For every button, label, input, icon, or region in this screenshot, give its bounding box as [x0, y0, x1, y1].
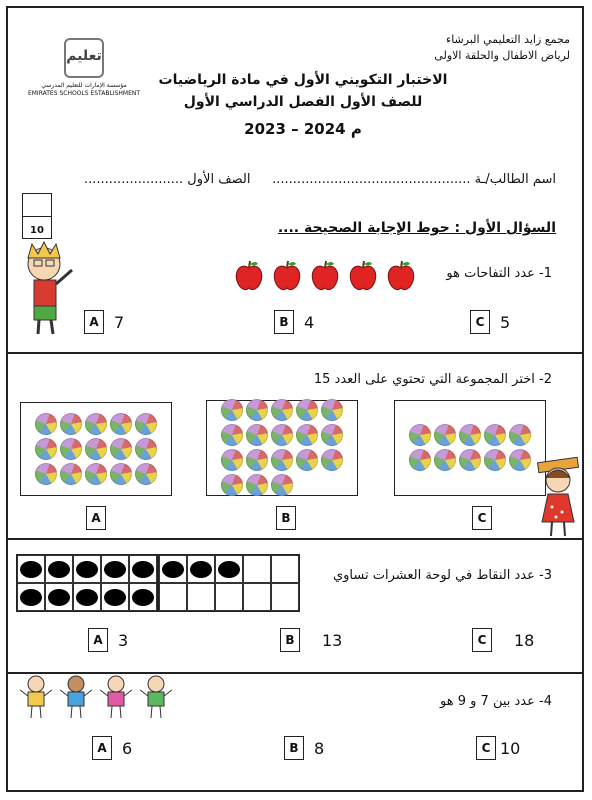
dot-icon [48, 589, 70, 606]
divider [8, 352, 582, 354]
q2-option-a[interactable] [86, 506, 106, 530]
ball-icon [35, 413, 57, 435]
exam-grade-term: للصف الأول الفصل الدراسي الأول [183, 94, 423, 110]
school-name [434, 32, 570, 64]
worksheet-page [6, 6, 584, 792]
ball-icon [35, 463, 57, 485]
question-3-text: 3- عدد النقاط في لوحة العشرات تساوي [332, 568, 552, 583]
ten-frame-full [16, 554, 158, 612]
question-1-text: 1- عدد التفاحات هو [446, 266, 552, 281]
ball-icon [60, 438, 82, 460]
ball-icon [85, 438, 107, 460]
ball-icon [321, 399, 343, 421]
q4-option-b[interactable] [284, 736, 324, 760]
ten-frame-cell [215, 555, 243, 583]
apple-icon [386, 260, 416, 292]
ball-icon [221, 399, 243, 421]
q4-option-a[interactable] [92, 736, 132, 760]
score-box[interactable] [22, 193, 52, 239]
q2-option-a-letter: A [86, 506, 106, 530]
ten-frame-cell [243, 583, 271, 611]
grade-field[interactable]: الصف الأول ........................ [84, 172, 251, 187]
ball-icon [271, 474, 293, 496]
logo-caption-ar: مؤسسة الإمارات للتعليم المدرسي [41, 82, 127, 89]
apple-icon [272, 260, 302, 292]
exam-title: الاختبار التكويني الأول في مادة الرياضيات [158, 72, 448, 88]
ball-icon [85, 463, 107, 485]
ten-frame-cell [159, 583, 187, 611]
boy-illustration [16, 240, 80, 340]
q4-option-c-value: 10 [500, 738, 521, 758]
dot-icon [20, 561, 42, 578]
ball-icon [434, 424, 456, 446]
ball-icon [459, 424, 481, 446]
ball-icon [246, 449, 268, 471]
q3-option-a-value: 3 [118, 630, 129, 650]
ten-frame-cell [45, 583, 73, 611]
ten-frame-cell [129, 583, 157, 611]
ten-frame-cell [17, 555, 45, 583]
apple-icon [310, 260, 340, 292]
ball-icon [246, 474, 268, 496]
ball-icon [246, 399, 268, 421]
ten-frame-cell [101, 555, 129, 583]
ten-frame-cell [271, 583, 299, 611]
ball-icon [110, 438, 132, 460]
q1-option-c[interactable] [470, 310, 510, 334]
ball-icon [509, 449, 531, 471]
ten-frame-cell [187, 555, 215, 583]
ball-icon [60, 463, 82, 485]
kids-illustration [18, 672, 178, 720]
q2-group-b-frame [206, 400, 358, 496]
q1-option-c-value: 5 [500, 312, 511, 332]
q1-option-a[interactable] [84, 310, 124, 334]
q3-option-b[interactable] [280, 628, 342, 652]
q1-option-b[interactable] [274, 310, 314, 334]
dot-icon [20, 589, 42, 606]
ball-icon [271, 399, 293, 421]
q1-option-a-letter: A [84, 310, 104, 334]
ten-frame-cell [45, 555, 73, 583]
ten-frame-cell [215, 583, 243, 611]
ten-frame-cell [271, 555, 299, 583]
ball-icon [296, 449, 318, 471]
ball-icon [509, 424, 531, 446]
ball-icon [321, 424, 343, 446]
ball-icon [221, 449, 243, 471]
q2-option-c-letter: C [472, 506, 492, 530]
dot-icon [132, 589, 154, 606]
q1-option-a-value: 7 [114, 312, 125, 332]
ball-icon [409, 424, 431, 446]
dot-icon [162, 561, 184, 578]
q4-option-c[interactable] [476, 736, 520, 760]
q3-option-c-letter: C [472, 628, 492, 652]
logo-caption-en: EMIRATES SCHOOLS ESTABLISHMENT [27, 90, 141, 97]
ball-icon [409, 449, 431, 471]
section-title: السؤال الأول : حوط الإجابة الصحيحة .... [277, 220, 556, 236]
ministry-logo [24, 38, 144, 98]
ball-icon [221, 424, 243, 446]
q2-group-a-frame [20, 402, 172, 496]
ten-frame-cell [101, 583, 129, 611]
q3-option-b-value: 13 [322, 630, 343, 650]
q2-option-b[interactable] [276, 506, 296, 530]
ball-icon [434, 449, 456, 471]
ball-icon [135, 463, 157, 485]
apple-icon [348, 260, 378, 292]
ten-frame-partial [158, 554, 300, 612]
student-name-field[interactable]: اسم الطالب/ـة ................................................ [272, 172, 556, 187]
ten-frame-cell [243, 555, 271, 583]
ball-icon [296, 399, 318, 421]
question-2-text: 2- اختر المجموعة التي تحتوي على العدد 15 [313, 372, 552, 387]
school-line-2: لرياض الاطفال والحلقة الاولى [434, 49, 570, 62]
ball-icon [271, 424, 293, 446]
logo-mark-icon: تعليم [64, 38, 104, 78]
dot-icon [104, 561, 126, 578]
q3-option-c[interactable] [472, 628, 534, 652]
ball-icon [321, 449, 343, 471]
q3-option-a[interactable] [88, 628, 128, 652]
q2-group-c-frame [394, 400, 546, 496]
divider [8, 538, 582, 540]
exam-year: 2023 – 2024 م [244, 120, 362, 138]
q3-option-c-value: 18 [514, 630, 535, 650]
ball-icon [135, 438, 157, 460]
dot-icon [76, 561, 98, 578]
q1-option-b-letter: B [274, 310, 294, 334]
girl-illustration [536, 452, 582, 538]
ball-icon [484, 424, 506, 446]
ball-icon [110, 463, 132, 485]
ten-frame-cell [17, 583, 45, 611]
q4-option-a-value: 6 [122, 738, 133, 758]
q2-option-c[interactable] [472, 506, 492, 530]
ten-frame-cell [187, 583, 215, 611]
ball-icon [246, 424, 268, 446]
ten-frame-cell [73, 555, 101, 583]
ball-icon [271, 449, 293, 471]
q4-option-a-letter: A [92, 736, 112, 760]
q1-option-b-value: 4 [304, 312, 315, 332]
q3-option-a-letter: A [88, 628, 108, 652]
dot-icon [48, 561, 70, 578]
dot-icon [132, 561, 154, 578]
dot-icon [190, 561, 212, 578]
dot-icon [76, 589, 98, 606]
ten-frame-cell [159, 555, 187, 583]
q4-option-c-letter: C [476, 736, 496, 760]
q3-option-b-letter: B [280, 628, 300, 652]
q4-option-b-letter: B [284, 736, 304, 760]
ball-icon [110, 413, 132, 435]
ball-icon [221, 474, 243, 496]
ball-icon [60, 413, 82, 435]
score-max: 10 [30, 225, 44, 236]
ball-icon [484, 449, 506, 471]
ball-icon [296, 424, 318, 446]
dot-icon [218, 561, 240, 578]
ball-icon [459, 449, 481, 471]
ball-icon [135, 413, 157, 435]
ten-frame-cell [73, 583, 101, 611]
apple-icon [234, 260, 264, 292]
ball-icon [35, 438, 57, 460]
q4-option-b-value: 8 [314, 738, 325, 758]
dot-icon [104, 589, 126, 606]
q2-option-b-letter: B [276, 506, 296, 530]
school-line-1: مجمع زايد التعليمي البرشاء [446, 33, 570, 46]
ten-frame-cell [129, 555, 157, 583]
question-4-text: 4- عدد بين 7 و 9 هو [439, 694, 552, 709]
q1-option-c-letter: C [470, 310, 490, 334]
ball-icon [85, 413, 107, 435]
